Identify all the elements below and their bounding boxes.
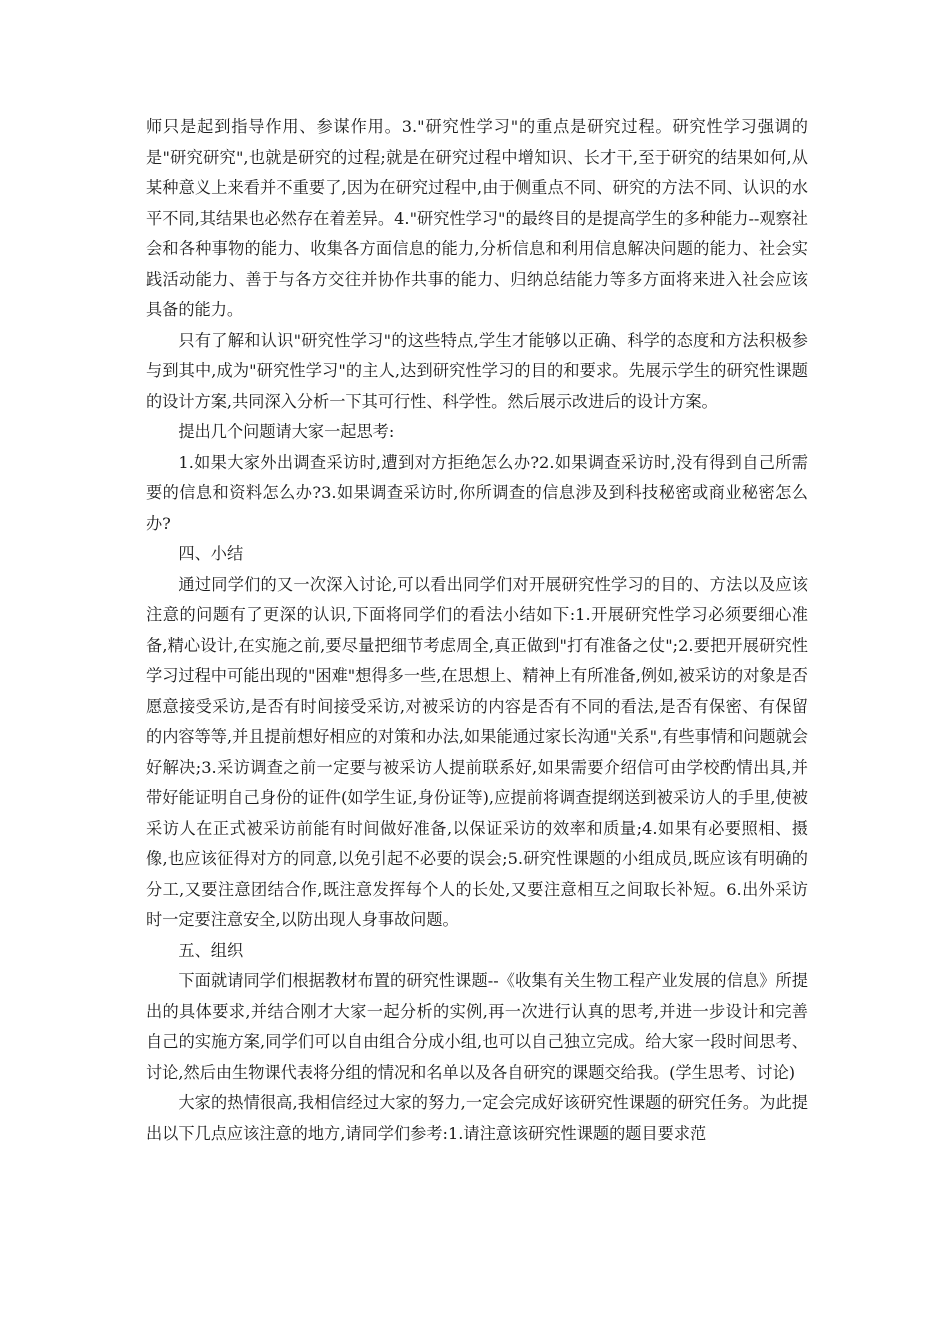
section-heading-summary: 四、小结 [178, 544, 244, 563]
paragraph-2: 只有了解和认识"研究性学习"的这些特点,学生才能够以正确、科学的态度和方法积极参与到其中,成为"研究性学习"的主人,达到研究性学习的目的和要求。先展示学生的研究性课题的设计方案,共同深入分析一下其可行性、科学性。然后展示改进后的设计方案。 [146, 330, 808, 411]
paragraph-3: 提出几个问题请大家一起思考: [178, 422, 395, 441]
paragraph-9: 大家的热情很高,我相信经过大家的努力,一定会完成好该研究性课题的研究任务。为此提出以下几点应该注意的地方,请同学们参考:1.请注意该研究性课题的题目要求范 [146, 1093, 808, 1143]
section-heading-organize: 五、组织 [178, 940, 244, 960]
paragraph-8: 下面就请同学们根据教材布置的研究性课题--《收集有关生物工程产业发展的信息》所提出的具体要求,并结合刚才大家一起分析的实例,再一次进行认真的思考,并进一步设计和完善自己的实施方案,同学们可以自由组合分成小组,也可以自己独立完成。给大家一段时间思考、讨论,然后由生物课代表将分组的情况和名单以及各自研究的课题交给我。(学生思考、讨论) [146, 971, 808, 1082]
paragraph-4: 1.如果大家外出调查采访时,遭到对方拒绝怎么办?2.如果调查采访时,没有得到自己所需要的信息和资料怎么办?3.如果调查采访时,你所调查的信息涉及到科技秘密或商业秘密怎么办? [146, 452, 808, 533]
paragraph-1: 师只是起到指导作用、参谋作用。3."研究性学习"的重点是研究过程。研究性学习强调的是"研究研究",也就是研究的过程;就是在研究过程中增知识、长才干,至于研究的结果如何,从某种意义上来看并不重要了,因为在研究过程中,由于侧重点不同、研究的方法不同、认识的水平不同,其结果也必然存在着差异。4."研究性学习"的最终目的是提高学生的多种能力--观察社会和各种事物的能力、收集各方面信息的能力,分析信息和利用信息解决问题的能力、社会实践活动能力、善于与各方交往并协作共事的能力、归纳总结能力等多方面将来进入社会应该具备的能力。 [146, 117, 808, 319]
document-page [146, 112, 808, 1149]
paragraph-6: 通过同学们的又一次深入讨论,可以看出同学们对开展研究性学习的目的、方法以及应该注意的问题有了更深的认识,下面将同学们的看法小结如下:1.开展研究性学习必须要细心准备,精心设计,在实施之前,要尽量把细节考虑周全,真正做到"打有准备之仗";2.要把开展研究性学习过程中可能出现的"困难"想得多一些,在思想上、精神上有所准备,例如,被采访的对象是否愿意接受采访,是否有时间接受采访,对被采访的内容是否有不同的看法,是否有保密、有保留的内容等等,并且提前想好相应的对策和办法,如果能通过家长沟通"关系",有些事情和问题就会好解决;3.采访调查之前一定要与被采访人提前联系好,如果需要介绍信可由学校酌情出具,并带好能证明自己身份的证件(如学生证,身份证等),应提前将调查提纲送到被采访人的手里,使被采访人在正式被采访前能有时间做好准备,以保证采访的效率和质量;4.如果有必要照相、摄像,也应该征得对方的同意,以免引起不必要的误会;5.研究性课题的小组成员,既应该有明确的分工,又要注意团结合作,既注意发挥每个人的长处,又要注意相互之间取长补短。6.出外采访时一定要注意安全,以防出现人身事故问题。 [146, 574, 808, 929]
